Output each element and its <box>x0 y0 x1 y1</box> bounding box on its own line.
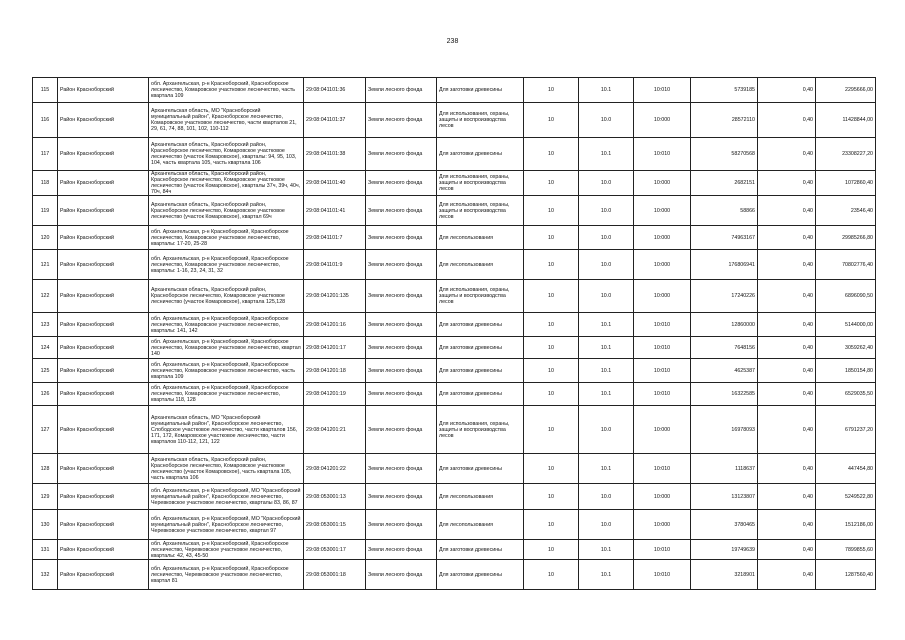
table-row <box>33 78 876 103</box>
rate-cell: 0,40 <box>758 406 816 454</box>
row-number-cell: 125 <box>33 359 58 383</box>
use-subgroup-cell: 10.0 <box>579 406 634 454</box>
use-subgroup-cell: 10.0 <box>579 196 634 226</box>
use-code-cell: 10:010 <box>634 359 691 383</box>
location-description-cell: Архангельская область, МО "Красноборский муниципальный район", Красноборское лесничество, Комаровское участковое лесничество, части кварталов 21, 29, 61, 74, 88, 101, 102, 110-112 <box>149 103 304 138</box>
location-description-cell: обл. Архангельская, р-н Красноборский, Красноборское лесничество, Комаровское участковое лесничество, кварталы: 17-20, 25-28 <box>149 226 304 250</box>
permitted-use-cell: Для использования, охраны, защиты и воспроизводства лесов <box>437 280 524 313</box>
row-number-cell: 120 <box>33 226 58 250</box>
land-category-cell: Земли лесного фонда <box>366 359 437 383</box>
district-cell: Район Красноборский <box>58 383 149 406</box>
use-subgroup-cell: 10.1 <box>579 337 634 359</box>
cadastral-number-cell: 29:08:041101:40 <box>304 171 366 196</box>
table-row <box>33 226 876 250</box>
location-description-cell: обл. Архангельская, р-н Красноборский, Красноборское лесничество, Комаровское участковое лесничество, кварталы: 141, 142 <box>149 313 304 337</box>
use-code-cell: 10:000 <box>634 510 691 540</box>
land-category-cell: Земли лесного фонда <box>366 280 437 313</box>
cadastral-number-cell: 29:08:041101:9 <box>304 250 366 280</box>
use-subgroup-cell: 10.1 <box>579 359 634 383</box>
table-row <box>33 280 876 313</box>
land-category-cell: Земли лесного фонда <box>366 171 437 196</box>
rate-cell: 0,40 <box>758 250 816 280</box>
land-category-cell: Земли лесного фонда <box>366 337 437 359</box>
use-group-cell: 10 <box>524 359 579 383</box>
location-description-cell: обл. Архангельская, р-н Красноборский, Красноборское лесничество, Комаровское участковое лесничество, кварталы 118, 128 <box>149 383 304 406</box>
rate-cell: 0,40 <box>758 510 816 540</box>
cadastral-number-cell: 29:08:041201:16 <box>304 313 366 337</box>
use-code-cell: 10:010 <box>634 337 691 359</box>
area-cell: 16322585 <box>691 383 758 406</box>
use-subgroup-cell: 10.0 <box>579 250 634 280</box>
district-cell: Район Красноборский <box>58 313 149 337</box>
cadastral-number-cell: 29:08:041201:135 <box>304 280 366 313</box>
area-cell: 5739185 <box>691 78 758 103</box>
land-category-cell: Земли лесного фонда <box>366 560 437 590</box>
permitted-use-cell: Для заготовки древесины <box>437 383 524 406</box>
row-number-cell: 115 <box>33 78 58 103</box>
cadastral-number-cell: 29:08:041201:18 <box>304 359 366 383</box>
permitted-use-cell: Для лесопользования <box>437 226 524 250</box>
rate-cell: 0,40 <box>758 196 816 226</box>
rate-cell: 0,40 <box>758 313 816 337</box>
land-category-cell: Земли лесного фонда <box>366 196 437 226</box>
district-cell: Район Красноборский <box>58 359 149 383</box>
use-group-cell: 10 <box>524 78 579 103</box>
cadastral-value-cell: 6791237,20 <box>816 406 876 454</box>
land-category-cell: Земли лесного фонда <box>366 484 437 510</box>
area-cell: 3218901 <box>691 560 758 590</box>
district-cell: Район Красноборский <box>58 171 149 196</box>
location-description-cell: обл. Архангельская, р-н Красноборский, Красноборское лесничество, Комаровское участковое лесничество, кварталы: 1-16, 23, 24, 31, 32 <box>149 250 304 280</box>
location-description-cell: Архангельская область, Красноборский район, Красноборское лесничество, Комаровское участковое лесничество (участок Комаровское), кварталы 37ч, 39ч, 40ч, 70ч, 84ч <box>149 171 304 196</box>
table-row <box>33 103 876 138</box>
table-row <box>33 313 876 337</box>
permitted-use-cell: Для заготовки древесины <box>437 138 524 171</box>
district-cell: Район Красноборский <box>58 510 149 540</box>
row-number-cell: 118 <box>33 171 58 196</box>
area-cell: 7648156 <box>691 337 758 359</box>
use-subgroup-cell: 10.0 <box>579 280 634 313</box>
use-group-cell: 10 <box>524 171 579 196</box>
area-cell: 3780465 <box>691 510 758 540</box>
use-subgroup-cell: 10.1 <box>579 540 634 560</box>
area-cell: 58270568 <box>691 138 758 171</box>
table-row <box>33 406 876 454</box>
table-row <box>33 250 876 280</box>
use-subgroup-cell: 10.1 <box>579 454 634 484</box>
use-code-cell: 10:010 <box>634 313 691 337</box>
location-description-cell: обл. Архангельская, р-н Красноборский, Красноборское лесничество, Черевковское участковое лесничество, кварталы: 42, 43, 45-50 <box>149 540 304 560</box>
cadastral-value-cell: 6529035,50 <box>816 383 876 406</box>
cadastral-value-cell: 6896090,50 <box>816 280 876 313</box>
cadastral-value-cell: 447454,80 <box>816 454 876 484</box>
row-number-cell: 124 <box>33 337 58 359</box>
row-number-cell: 116 <box>33 103 58 138</box>
rate-cell: 0,40 <box>758 359 816 383</box>
rate-cell: 0,40 <box>758 454 816 484</box>
land-category-cell: Земли лесного фонда <box>366 226 437 250</box>
district-cell: Район Красноборский <box>58 406 149 454</box>
use-code-cell: 10:010 <box>634 78 691 103</box>
cadastral-number-cell: 29:08:041101:38 <box>304 138 366 171</box>
area-cell: 74963167 <box>691 226 758 250</box>
permitted-use-cell: Для использования, охраны, защиты и воспроизводства лесов <box>437 103 524 138</box>
use-code-cell: 10:000 <box>634 103 691 138</box>
use-group-cell: 10 <box>524 250 579 280</box>
land-category-cell: Земли лесного фонда <box>366 540 437 560</box>
use-code-cell: 10:000 <box>634 406 691 454</box>
table-row <box>33 171 876 196</box>
use-group-cell: 10 <box>524 103 579 138</box>
use-subgroup-cell: 10.0 <box>579 103 634 138</box>
table-row <box>33 484 876 510</box>
land-category-cell: Земли лесного фонда <box>366 103 437 138</box>
land-category-cell: Земли лесного фонда <box>366 250 437 280</box>
table-row <box>33 454 876 484</box>
location-description-cell: обл. Архангельская, р-н Красноборский, Красноборское лесничество, Комаровское участковое лесничество, часть квартала 109 <box>149 78 304 103</box>
rate-cell: 0,40 <box>758 171 816 196</box>
land-category-cell: Земли лесного фонда <box>366 454 437 484</box>
table-row <box>33 337 876 359</box>
location-description-cell: обл. Архангельская, р-н Красноборский, МО "Красноборский муниципальный район", Красноборское лесничество, Черевковское участковое лесничество, квартал 97 <box>149 510 304 540</box>
permitted-use-cell: Для заготовки древесины <box>437 560 524 590</box>
permitted-use-cell: Для лесопользования <box>437 484 524 510</box>
row-number-cell: 119 <box>33 196 58 226</box>
cadastral-number-cell: 29:08:041101:36 <box>304 78 366 103</box>
location-description-cell: Архангельская область, Красноборский район, Красноборское лесничество, Комаровское участковое лесничество (участок Комаровское), кварталы: 94, 95, 103, 104, часть квартала 105, часть квартала 106 <box>149 138 304 171</box>
row-number-cell: 117 <box>33 138 58 171</box>
use-group-cell: 10 <box>524 226 579 250</box>
row-number-cell: 128 <box>33 454 58 484</box>
land-category-cell: Земли лесного фонда <box>366 313 437 337</box>
cadastral-value-cell: 3059262,40 <box>816 337 876 359</box>
land-category-cell: Земли лесного фонда <box>366 78 437 103</box>
use-group-cell: 10 <box>524 560 579 590</box>
row-number-cell: 130 <box>33 510 58 540</box>
permitted-use-cell: Для заготовки древесины <box>437 78 524 103</box>
rate-cell: 0,40 <box>758 280 816 313</box>
cadastral-number-cell: 29:08:041201:22 <box>304 454 366 484</box>
rate-cell: 0,40 <box>758 78 816 103</box>
permitted-use-cell: Для лесопользования <box>437 510 524 540</box>
row-number-cell: 122 <box>33 280 58 313</box>
use-group-cell: 10 <box>524 484 579 510</box>
table-row <box>33 359 876 383</box>
cadastral-value-cell: 5249522,80 <box>816 484 876 510</box>
district-cell: Район Красноборский <box>58 560 149 590</box>
row-number-cell: 131 <box>33 540 58 560</box>
table-row <box>33 383 876 406</box>
table-row <box>33 196 876 226</box>
area-cell: 2682151 <box>691 171 758 196</box>
use-code-cell: 10:010 <box>634 383 691 406</box>
cadastral-value-cell: 70802776,40 <box>816 250 876 280</box>
permitted-use-cell: Для использования, охраны, защиты и воспроизводства лесов <box>437 171 524 196</box>
rate-cell: 0,40 <box>758 226 816 250</box>
use-group-cell: 10 <box>524 383 579 406</box>
district-cell: Район Красноборский <box>58 138 149 171</box>
permitted-use-cell: Для заготовки древесины <box>437 540 524 560</box>
location-description-cell: обл. Архангельская, р-н Красноборский, Красноборское лесничество, Комаровское участковое лесничество, квартал 140 <box>149 337 304 359</box>
rate-cell: 0,40 <box>758 383 816 406</box>
use-subgroup-cell: 10.0 <box>579 226 634 250</box>
cadastral-value-cell: 23546,40 <box>816 196 876 226</box>
use-subgroup-cell: 10.1 <box>579 313 634 337</box>
row-number-cell: 129 <box>33 484 58 510</box>
row-number-cell: 121 <box>33 250 58 280</box>
use-code-cell: 10:000 <box>634 226 691 250</box>
cadastral-value-cell: 1072860,40 <box>816 171 876 196</box>
permitted-use-cell: Для лесопользования <box>437 250 524 280</box>
use-group-cell: 10 <box>524 510 579 540</box>
district-cell: Район Красноборский <box>58 280 149 313</box>
use-subgroup-cell: 10.0 <box>579 510 634 540</box>
area-cell: 176806941 <box>691 250 758 280</box>
permitted-use-cell: Для заготовки древесины <box>437 454 524 484</box>
area-cell: 28572110 <box>691 103 758 138</box>
cadastral-number-cell: 29:08:041201:21 <box>304 406 366 454</box>
rate-cell: 0,40 <box>758 138 816 171</box>
use-code-cell: 10:000 <box>634 196 691 226</box>
use-group-cell: 10 <box>524 337 579 359</box>
district-cell: Район Красноборский <box>58 454 149 484</box>
cadastral-value-cell: 2295666,00 <box>816 78 876 103</box>
cadastral-number-cell: 29:08:053001:15 <box>304 510 366 540</box>
cadastral-value-cell: 1850154,80 <box>816 359 876 383</box>
location-description-cell: Архангельская область, Красноборский район, Красноборское лесничество, Комаровское участковое лесничество (участок Комаровское), квартала 125,128 <box>149 280 304 313</box>
table-row <box>33 138 876 171</box>
use-subgroup-cell: 10.0 <box>579 171 634 196</box>
use-subgroup-cell: 10.1 <box>579 78 634 103</box>
use-group-cell: 10 <box>524 196 579 226</box>
cadastral-number-cell: 29:08:041201:17 <box>304 337 366 359</box>
cadastral-number-cell: 29:08:041101:7 <box>304 226 366 250</box>
cadastral-value-cell: 23308227,20 <box>816 138 876 171</box>
location-description-cell: Архангельская область, МО "Красноборский муниципальный район", Красноборское лесничество, Слободское участковое лесничество, части кварталов 156, 171, 172, Комаровское участковое лесничество, части кварталов 110-112, 121, 122 <box>149 406 304 454</box>
area-cell: 17240226 <box>691 280 758 313</box>
use-code-cell: 10:000 <box>634 484 691 510</box>
cadastral-value-cell: 11428844,00 <box>816 103 876 138</box>
use-group-cell: 10 <box>524 138 579 171</box>
table-row <box>33 540 876 560</box>
use-code-cell: 10:010 <box>634 540 691 560</box>
district-cell: Район Красноборский <box>58 250 149 280</box>
table-row <box>33 510 876 540</box>
district-cell: Район Красноборский <box>58 484 149 510</box>
area-cell: 12860000 <box>691 313 758 337</box>
district-cell: Район Красноборский <box>58 196 149 226</box>
cadastral-number-cell: 29:08:053001:13 <box>304 484 366 510</box>
rate-cell: 0,40 <box>758 337 816 359</box>
land-category-cell: Земли лесного фонда <box>366 383 437 406</box>
area-cell: 19749639 <box>691 540 758 560</box>
table-row <box>33 560 876 590</box>
permitted-use-cell: Для заготовки древесины <box>437 359 524 383</box>
land-category-cell: Земли лесного фонда <box>366 406 437 454</box>
district-cell: Район Красноборский <box>58 540 149 560</box>
district-cell: Район Красноборский <box>58 226 149 250</box>
area-cell: 58866 <box>691 196 758 226</box>
rate-cell: 0,40 <box>758 540 816 560</box>
use-group-cell: 10 <box>524 280 579 313</box>
cadastral-number-cell: 29:08:041101:41 <box>304 196 366 226</box>
rate-cell: 0,40 <box>758 484 816 510</box>
permitted-use-cell: Для заготовки древесины <box>437 337 524 359</box>
use-group-cell: 10 <box>524 313 579 337</box>
use-subgroup-cell: 10.1 <box>579 138 634 171</box>
row-number-cell: 123 <box>33 313 58 337</box>
row-number-cell: 126 <box>33 383 58 406</box>
location-description-cell: Архангельская область, Красноборский район, Красноборское лесничество, Комаровское участковое лесничество (участок Комаровское), квартал 69ч <box>149 196 304 226</box>
land-category-cell: Земли лесного фонда <box>366 138 437 171</box>
use-group-cell: 10 <box>524 454 579 484</box>
cadastral-value-cell: 1287560,40 <box>816 560 876 590</box>
cadastral-value-cell: 29985266,80 <box>816 226 876 250</box>
cadastral-number-cell: 29:08:053001:17 <box>304 540 366 560</box>
permitted-use-cell: Для использования, охраны, защиты и воспроизводства лесов <box>437 196 524 226</box>
use-code-cell: 10:010 <box>634 138 691 171</box>
location-description-cell: обл. Архангельская, р-н Красноборский, Красноборское лесничество, Черевковское участковое лесничество, квартал 81 <box>149 560 304 590</box>
location-description-cell: обл. Архангельская, р-н Красноборский, МО "Красноборский муниципальный район", Красноборское лесничество, Черевковское участковое лесничество, кварталы 83, 86, 87 <box>149 484 304 510</box>
use-code-cell: 10:000 <box>634 280 691 313</box>
cadastral-number-cell: 29:08:041101:37 <box>304 103 366 138</box>
district-cell: Район Красноборский <box>58 78 149 103</box>
page-number: 238 <box>446 38 459 45</box>
cadastral-number-cell: 29:08:053001:18 <box>304 560 366 590</box>
use-subgroup-cell: 10.1 <box>579 560 634 590</box>
cadastral-value-cell: 1512186,00 <box>816 510 876 540</box>
use-code-cell: 10:000 <box>634 171 691 196</box>
cadastral-value-cell: 5144000,00 <box>816 313 876 337</box>
use-subgroup-cell: 10.1 <box>579 383 634 406</box>
area-cell: 16978093 <box>691 406 758 454</box>
land-plots-table <box>32 77 876 590</box>
area-cell: 1118637 <box>691 454 758 484</box>
use-group-cell: 10 <box>524 540 579 560</box>
area-cell: 13123807 <box>691 484 758 510</box>
cadastral-value-cell: 7899855,60 <box>816 540 876 560</box>
use-subgroup-cell: 10.0 <box>579 484 634 510</box>
use-code-cell: 10:010 <box>634 560 691 590</box>
district-cell: Район Красноборский <box>58 103 149 138</box>
use-code-cell: 10:000 <box>634 250 691 280</box>
land-category-cell: Земли лесного фонда <box>366 510 437 540</box>
rate-cell: 0,40 <box>758 103 816 138</box>
use-code-cell: 10:010 <box>634 454 691 484</box>
district-cell: Район Красноборский <box>58 337 149 359</box>
permitted-use-cell: Для заготовки древесины <box>437 313 524 337</box>
use-group-cell: 10 <box>524 406 579 454</box>
row-number-cell: 127 <box>33 406 58 454</box>
location-description-cell: обл. Архангельская, р-н Красноборский, Красноборское лесничество, Комаровское участковое лесничество, часть квартала 109 <box>149 359 304 383</box>
location-description-cell: Архангельская область, Красноборский район, Красноборское лесничество, Комаровское участковое лесничество (участок Комаровское), часть квартала 105, часть квартала 106 <box>149 454 304 484</box>
permitted-use-cell: Для использования, охраны, защиты и воспроизводства лесов <box>437 406 524 454</box>
area-cell: 4625387 <box>691 359 758 383</box>
rate-cell: 0,40 <box>758 560 816 590</box>
row-number-cell: 132 <box>33 560 58 590</box>
cadastral-number-cell: 29:08:041201:19 <box>304 383 366 406</box>
